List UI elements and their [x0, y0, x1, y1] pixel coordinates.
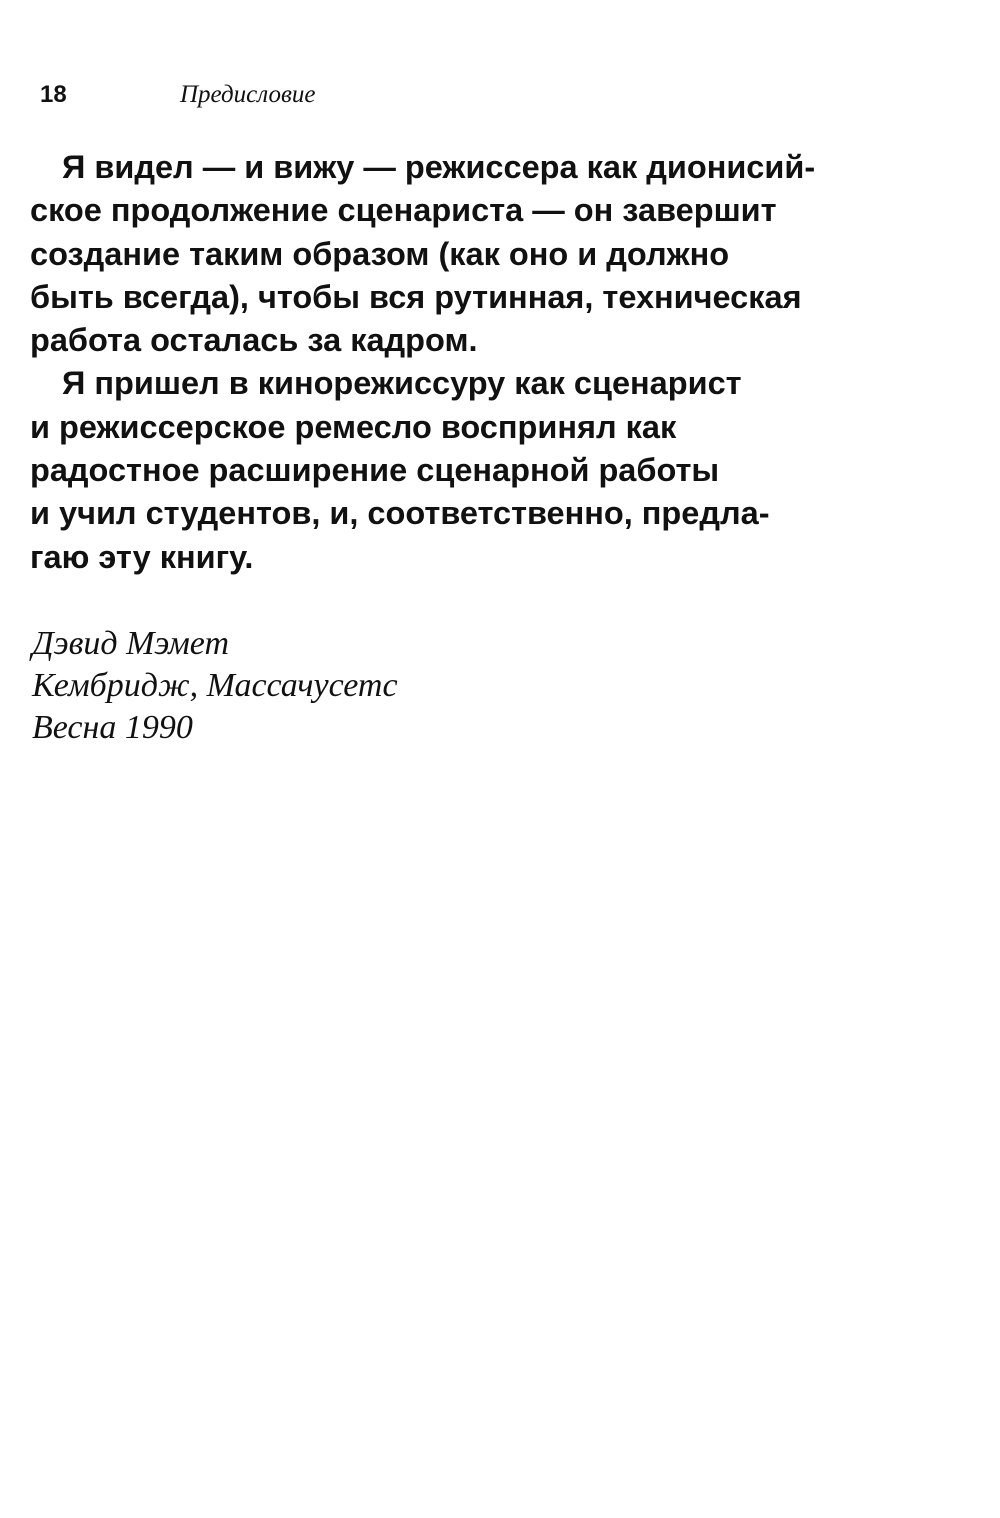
body-line: и режиссерское ремесло воспринял как: [30, 408, 677, 445]
signature-date: Весна 1990: [32, 709, 193, 746]
body-line: ское продолжение сценариста — он завершит: [30, 192, 777, 229]
body-line: гаю эту книгу.: [30, 538, 254, 575]
body-line: и учил студентов, и, соответственно, предла-: [30, 495, 770, 532]
signature-author: Дэвид Мэмет: [32, 625, 229, 662]
body-line: создание таким образом (как оно и должно: [30, 235, 730, 272]
body-line: работа осталась за кадром.: [30, 322, 478, 359]
body-line: быть всегда), чтобы вся рутинная, техническая: [30, 278, 802, 315]
body-line: радостное расширение сценарной работы: [30, 452, 720, 489]
signature-block: [32, 623, 732, 749]
body-line: Я пришел в кинорежиссуру как сценарист: [62, 365, 742, 402]
running-head: [40, 78, 960, 112]
section-title: Предисловие: [180, 81, 316, 108]
body-text: [30, 146, 980, 579]
page-number: 18: [40, 81, 67, 108]
signature-place: Кембридж, Массачусетс: [32, 667, 398, 704]
body-line: Я видел — и вижу — режиссера как дионисий-: [62, 149, 816, 185]
